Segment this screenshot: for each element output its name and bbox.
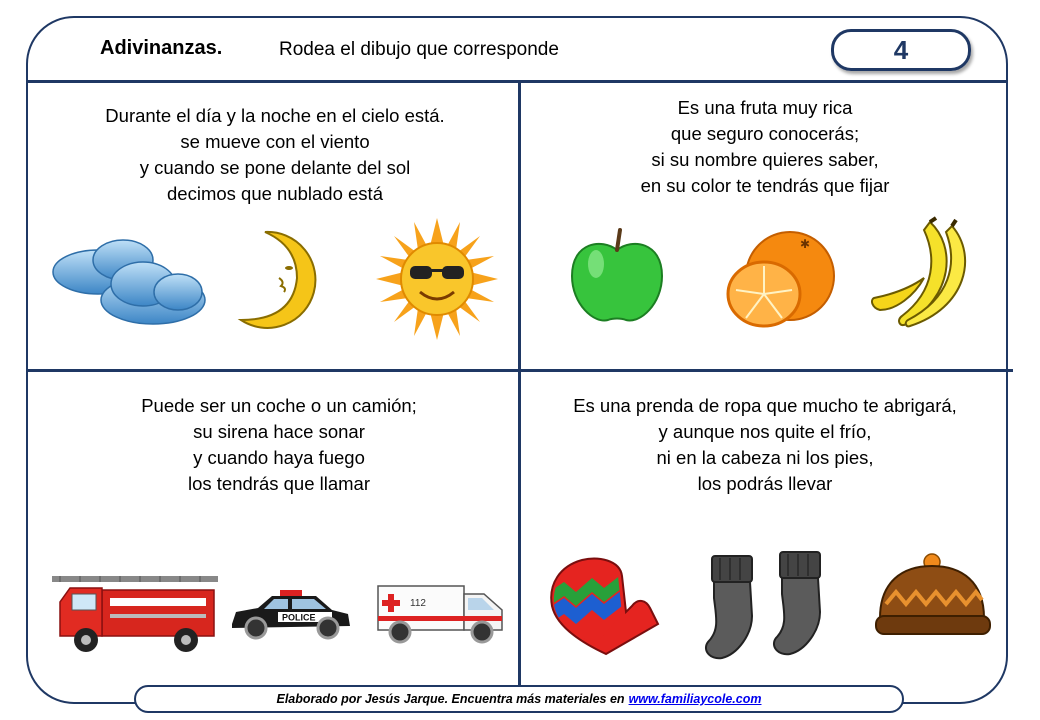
apple-icon[interactable] [568, 224, 666, 324]
vertical-divider [518, 82, 521, 688]
riddle-4-text: Es una prenda de ropa que mucho te abrigará, y aunque nos quite el frío, ni en la cabeza ni los pies, los podrás llevar [573, 395, 957, 494]
hat-icon[interactable] [872, 552, 994, 638]
cloud-icon[interactable] [48, 232, 208, 332]
instructions: Rodea el dibujo que corresponde [279, 39, 559, 60]
footer-credit [134, 685, 904, 713]
orange-icon[interactable] [724, 230, 842, 330]
moon-icon[interactable] [235, 228, 337, 330]
riddle-2-text: Es una fruta muy rica que seguro conocerás; si su nombre quieres saber, en su color te tendrás que fijar [640, 97, 890, 196]
horizontal-divider [27, 369, 1013, 372]
mitten-icon[interactable] [546, 554, 664, 658]
ambulance-icon[interactable] [374, 580, 508, 646]
header-divider [27, 80, 1007, 83]
ambulance-label: 112 [410, 598, 426, 609]
page-title: Adivinanzas. [100, 37, 223, 59]
footer-link[interactable]: www.familiaycole.com [628, 692, 762, 706]
svg-text:✱: ✱ [800, 237, 811, 251]
sun-icon[interactable] [374, 216, 500, 342]
riddle-3-text: Puede ser un coche o un camión; su sirena hace sonar y cuando haya fuego los tendrás que llamar [141, 395, 417, 494]
fire-truck-icon[interactable] [50, 572, 220, 656]
banana-icon[interactable] [870, 216, 980, 330]
riddle-1-text: Durante el día y la noche en el cielo está. se mueve con el viento y cuando se pone delante del sol decimos que nublado está [105, 105, 445, 204]
worksheet-number: 4 [831, 29, 971, 71]
police-car-icon[interactable] [228, 588, 354, 640]
footer-text: Elaborado por Jesús Jarque. Encuentra más materiales en [276, 692, 625, 706]
police-label: POLICE [282, 612, 316, 623]
socks-icon[interactable] [698, 546, 834, 666]
